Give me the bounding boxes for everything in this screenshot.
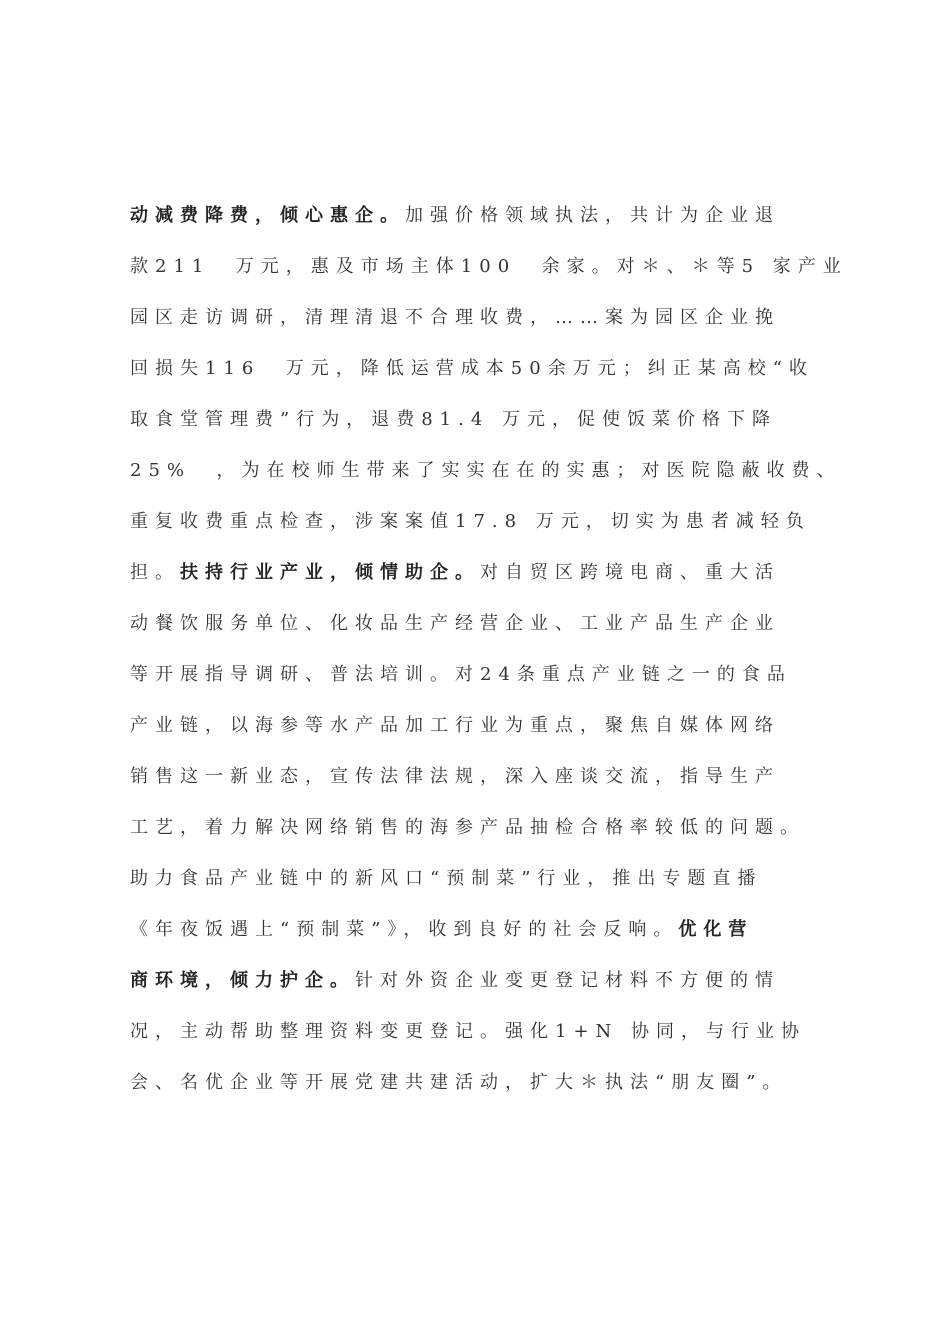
text-line <box>130 445 850 496</box>
bold-heading-segment: 优化营 <box>678 919 754 940</box>
text-segment: 25% ，为在校师生带来了实实在在的实惠；对医院隐蔽收费、 <box>130 460 842 481</box>
text-segment: 助力食品产业链中的新风口“预制菜”行业，推出专题直播 <box>130 868 763 889</box>
text-segment: 取食堂管理费”行为，退费81.4 万元，促使饭菜价格下降 <box>130 409 777 430</box>
bold-heading-segment: 扶持行业产业，倾情助企。 <box>180 562 480 583</box>
text-segment: 园区走访调研，清理清退不合理收费，……案为园区企业挽 <box>130 307 780 328</box>
text-line <box>130 598 850 649</box>
text-line <box>130 1006 850 1057</box>
text-segment: 工艺，着力解决网络销售的海参产品抽检合格率较低的问题。 <box>130 817 805 838</box>
text-line <box>130 955 850 1006</box>
body-text <box>130 190 850 1108</box>
text-line <box>130 649 850 700</box>
text-line <box>130 547 850 598</box>
text-line <box>130 496 850 547</box>
text-segment: 款211 万元，惠及市场主体100 余家。对＊、＊等5 家产业 <box>130 256 848 277</box>
text-segment: 担。 <box>130 562 180 583</box>
text-segment: 加强价格领域执法，共计为企业退 <box>405 205 780 226</box>
text-segment: 回损失116 万元，降低运营成本50余万元；纠正某高校“收 <box>130 358 814 379</box>
text-segment: 会、名优企业等开展党建共建活动，扩大＊执法“朋友圈”。 <box>130 1072 788 1093</box>
text-segment: 重复收费重点检查，涉案案值17.8 万元，切实为患者减轻负 <box>130 511 811 532</box>
text-line <box>130 853 850 904</box>
text-segment: 对自贸区跨境电商、重大活 <box>480 562 780 583</box>
text-line <box>130 394 850 445</box>
text-line <box>130 700 850 751</box>
text-line <box>130 343 850 394</box>
text-segment: 况，主动帮助整理资料变更登记。强化1+N 协同，与行业协 <box>130 1021 807 1042</box>
text-segment: 针对外资企业变更登记材料不方便的情 <box>355 970 780 991</box>
bold-heading-segment: 动减费降费，倾心惠企。 <box>130 205 405 226</box>
text-segment: 销售这一新业态，宣传法律法规，深入座谈交流，指导生产 <box>130 766 780 787</box>
text-line <box>130 241 850 292</box>
text-line <box>130 802 850 853</box>
text-line <box>130 1057 850 1108</box>
text-line <box>130 292 850 343</box>
text-segment: 等开展指导调研、普法培训。对24条重点产业链之一的食品 <box>130 664 792 685</box>
text-line <box>130 751 850 802</box>
text-segment: 产业链，以海参等水产品加工行业为重点，聚焦自媒体网络 <box>130 715 780 736</box>
text-segment: 动餐饮服务单位、化妆品生产经营企业、工业产品生产企业 <box>130 613 780 634</box>
text-line <box>130 904 850 955</box>
text-line <box>130 190 850 241</box>
bold-heading-segment: 商环境，倾力护企。 <box>130 970 355 991</box>
text-segment: 《年夜饭遇上“预制菜”》，收到良好的社会反响。 <box>130 919 679 940</box>
